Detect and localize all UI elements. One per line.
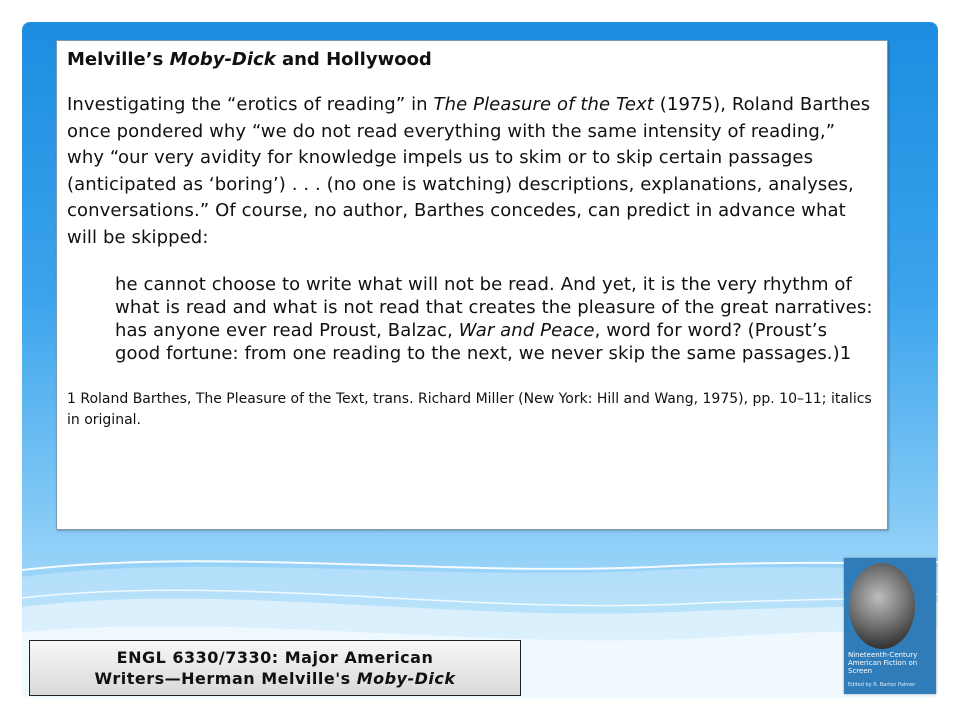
cover-photo [849,563,915,649]
cover-editor: Edited by R. Barton Palmer [848,682,916,688]
course-line-2: Writers—Herman Melville's Moby-Dick [94,669,456,688]
footnote: 1 Roland Barthes, The Pleasure of the Text, trans. Richard Miller (New York: Hill and Wang, 1975), pp. 10–11; italics in original. [67,391,872,428]
content-box [56,40,888,530]
intro-paragraph: Investigating the “erotics of reading” in The Pleasure of the Text (1975), Roland Barthes once pondered why “we do not read everything with the same intensity of reading,” why “our very avidity for knowledge impels us to skim or to skip certain passages (anticipated as ‘boring’) . . . (no one is watching) descriptions, explanations, analyses, conversations.” Of course, no author, Barthes concedes, can predict in advance what will be skipped: [67,94,871,248]
book-cover-image [844,558,936,694]
cover-title: Nineteenth-Century American Fiction on Screen [848,651,918,675]
course-line-1: ENGL 6330/7330: Major American [116,648,434,667]
block-quote: he cannot choose to write what will not be read. And yet, it is the very rhythm of what is read and what is not read that creates the pleasure of the great narratives: has anyone ever read Proust, Balzac, War and Peace, word for word? (Proust’s good fortune: from one reading to the next, we never skip the same passages.)1 [115,274,873,364]
course-label [29,640,521,696]
slide-title: Melville’s Moby-Dick and Hollywood [67,49,432,70]
